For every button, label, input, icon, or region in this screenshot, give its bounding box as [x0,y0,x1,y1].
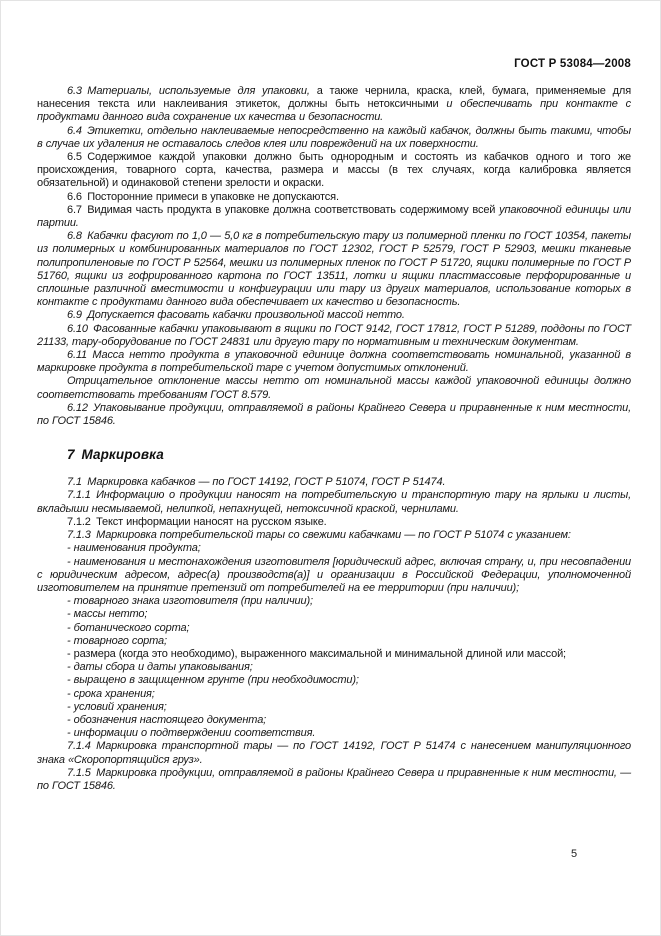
clause-6-10 [37,323,631,349]
clause-7-1 [37,476,631,489]
text-run: 6.12 Упаковывание продукции, отправляемой в районы Крайнего Севера и приравненные к ним местности, по ГОСТ 15846. [37,401,631,428]
list-item-storage-conditions [37,701,631,714]
text-run: 6.5 Содержимое каждой упаковки должно быть однородным и состоять из кабачков одного и того же происхождения, товарного сорта, качества, размера и массы (в тех случаях, когда калибровка является обязательной) и одинаковой степени зрелости и окраски. [37,151,631,190]
text-run: 7.1.4 Маркировка транспортной тары — по ГОСТ 14192, ГОСТ Р 51474 с нанесением манипуляционного знака «Скоропортящийся груз». [37,740,631,766]
list-item-size [37,648,631,661]
text-run: 7.1.2 Текст информации наносят на русском языке. [67,515,327,528]
list-item-trade-sort [37,635,631,648]
clause-7-1-5 [37,767,631,793]
text-run: - информации о подтверждении соответствия. [67,727,316,740]
list-item-trademark [37,595,631,608]
clause-7-1-4 [37,740,631,766]
list-item-conformity-info [37,727,631,740]
text-run: - массы нетто; [67,608,148,621]
list-item-dates [37,661,631,674]
list-item-net-mass [37,608,631,621]
text-run: - даты сбора и даты упаковывания; [67,661,253,674]
text-run: - обозначения настоящего документа; [67,713,267,726]
page-number: 5 [571,848,578,860]
list-item-manufacturer [37,556,631,596]
clause-6-11-note [37,375,631,401]
text-run: 6.7 Видимая часть продукта в упаковке должна соответствовать содержимому всей [67,203,500,216]
list-item-product-name [37,542,631,555]
text-run: - срока хранения; [67,687,155,700]
text-run: 7.1.5 Маркировка продукции, отправляемой в районы Крайнего Севера и приравненные к ним местности, — по ГОСТ 15846. [37,766,631,792]
clause-6-12 [37,402,631,428]
text-run: 7.1.1 Информацию о продукции наносят на потребительскую и транспортную тару на ярлыки и листы, вкладыши несмываемой, нелипкой, непахнущей, нетоксичной краской, чернилами. [37,489,631,515]
text-run: 6.6 Посторонние примеси в упаковке не допускаются. [67,190,339,203]
list-item-botanical-sort [37,622,631,635]
text-run: 7.1 Маркировка кабачков — по ГОСТ 14192, ГОСТ Р 51074, ГОСТ Р 51474. [67,476,446,489]
list-item-protected-ground [37,674,631,687]
clause-6-6 [37,191,631,204]
document-body [37,85,631,793]
text-run: 7.1.3 Маркировка потребительской тары со свежими кабачками — по ГОСТ Р 51074 с указанием: [67,529,571,542]
text-run: 6.3 Материалы, используемые для упаковки, [67,85,310,97]
clause-6-4 [37,125,631,151]
text-run: 6.9 Допускается фасовать кабачки произвольной массой нетто. [67,309,405,322]
list-item-shelf-life [37,688,631,701]
text-run: Отрицательное отклонение массы нетто от номинальной массы каждой упаковочной единицы должно соответствовать требованиям ГОСТ 8.579. [37,375,631,401]
text-run: 6.4 Этикетки, отдельно наклеиваемые непосредственно на каждый кабачок, должны быть такими, чтобы в случае их удаления не оставалось следов клея или повреждений на их поверхности. [37,124,631,150]
text-run: - выращено в защищенном грунте (при необходимости); [67,674,359,687]
clause-7-1-1 [37,489,631,515]
text-run: и обеспечивать при контакте с продуктами данного вида сохранение их качества и безопасности. [37,98,631,124]
list-item-document-designation [37,714,631,727]
text-run: упаковочной единицы или партии. [37,203,631,230]
clause-7-1-2 [37,516,631,529]
clause-6-9 [37,309,631,322]
text-run: 6.8 Кабачки фасуют по 1,0 — 5,0 кг в потребительскую тару из полимерной пленки по ГОСТ 10354, пакеты из полимерных и комбинированных материалов по ГОСТ 12302, ГОСТ Р 52579, ГОСТ Р 52903, мешки тканевые полипропиленовые по ГОСТ Р 52564, мешки из полимерных пленок по ГОСТ Р 51720, ящики полимерные по ГОСТ Р 51760, ящики из гофрированного картона по ГОСТ 13511, лотки и ящики пластмассовые перфорированные и сплошные различной вместимости и конфигурации или тару из других материалов, использование которых в контакте с продуктами данного вида обеспечивает их качество и безопасность. [37,230,631,309]
text-run: - наименования продукта; [67,542,201,555]
running-header-doc-code: ГОСТ Р 53084—2008 [514,58,631,70]
text-run: - наименования и местонахождения изготовителя [юридический адрес, включая страну, и, при несовпадении с юридическим адресом, адрес(а) производств(а)] и организации в Российской Федерации, уполномоченной изготовителем на принятие претензий от потребителей на ее территории (при наличии); [37,555,631,594]
text-run: а также чернила, краска, клей, бумага, применяемые для нанесения текста или наклеивания этикеток, должны быть нетоксичными [37,85,632,111]
clause-6-11 [37,349,631,375]
text-run: 6.10 Фасованные кабачки упаковывают в ящики по ГОСТ 9142, ГОСТ 17812, ГОСТ Р 51289, поддоны по ГОСТ 21133, тару-оборудование по ГОСТ 24831 или другую тару по нормативным и техническим документам. [37,322,631,348]
text-run: - размера (когда это необходимо), выраженного максимальной и минимальной длиной или массой; [67,647,566,660]
text-run: 6.11 Масса нетто продукта в упаковочной единице должна соответствовать номинальной, указанной в маркировке продукта в потребительской таре с учетом допустимых отклонений. [37,349,631,375]
text-run: - товарного знака изготовителя (при наличии); [67,595,313,608]
clause-6-5 [37,151,631,191]
text-run: - товарного сорта; [67,634,167,647]
text-run: - ботанического сорта; [67,621,190,634]
clause-7-1-3 [37,529,631,542]
clause-6-3 [37,85,631,125]
clause-6-8 [37,230,631,309]
section-7-heading [37,447,631,463]
clause-6-7 [37,204,631,230]
text-run: 7 Маркировка [67,447,164,463]
text-run: - условий хранения; [67,700,167,713]
